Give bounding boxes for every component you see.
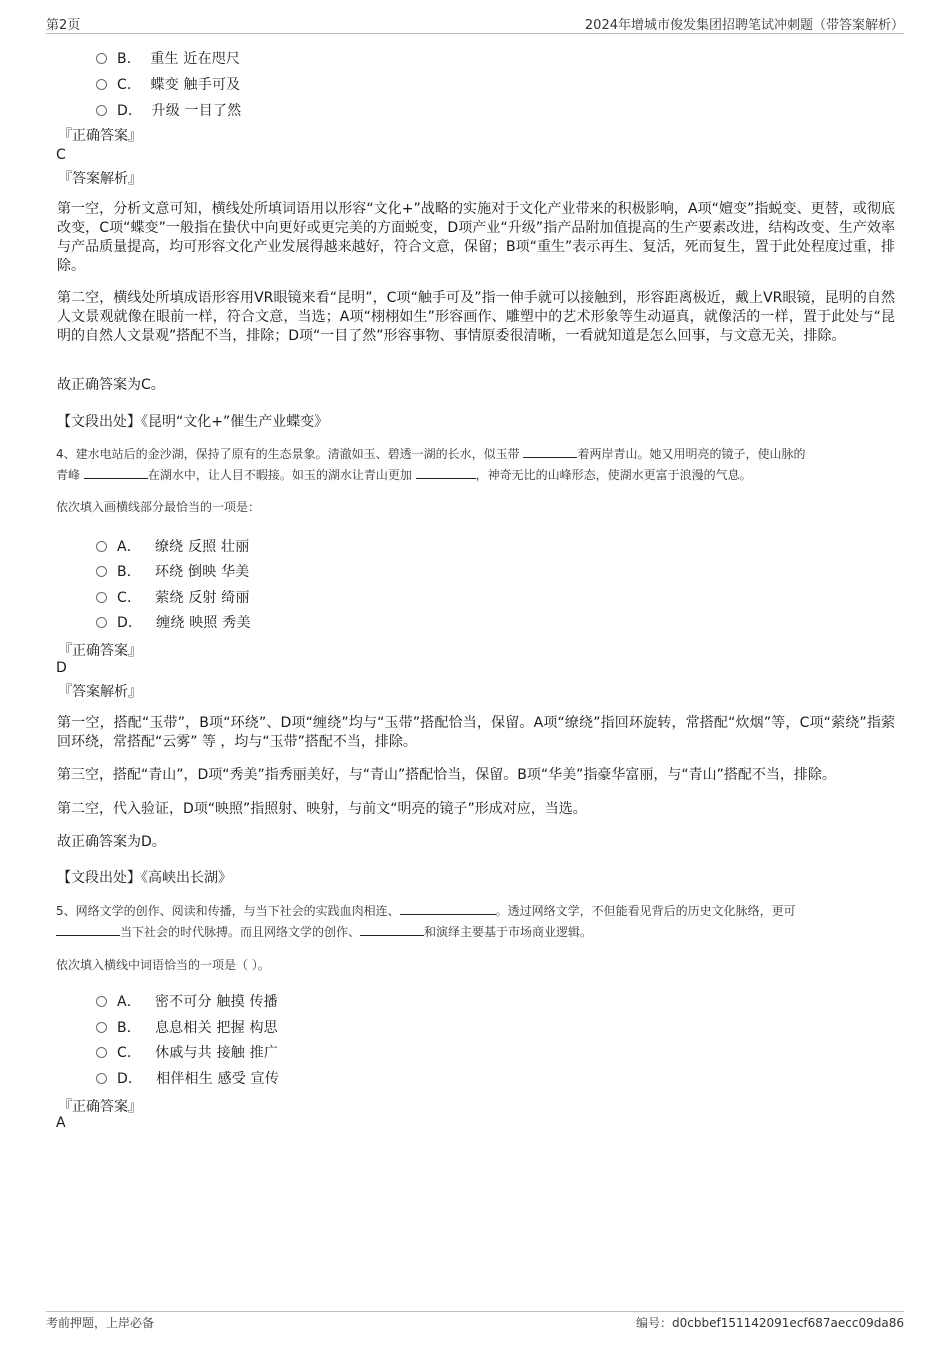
analysis-label: 『答案解析』	[58, 684, 142, 700]
correct-answer-label: 『正确答案』	[58, 1099, 142, 1115]
option-a[interactable]: A． 缭绕 反照 壮丽	[96, 536, 249, 556]
correct-answer: A	[56, 1115, 66, 1131]
analysis-paragraph: 第二空，横线处所填成语形容用VR眼镜来看“昆明”，C项“触手可及”指一伸手就可以接触到，形容距离极近，戴上VR眼镜，昆明的自然人文景观就像在眼前一样，符合文意，当选；A项“栩栩如生”形容画作、雕塑中的艺术形象等生动逼真，就像活的一样，置于此处与“昆明的自然人文景观”搭配不当，排除；D项“一目了然”形容事物、事情原委很清晰，一看就知道是怎么回事，与文意无关，排除。	[57, 290, 895, 344]
option-c[interactable]: C． 萦绕 反射 绮丽	[96, 587, 250, 607]
document-title: 2024年增城市俊发集团招聘笔试冲刺题（带答案解析）	[584, 18, 904, 33]
page-number: 第2页	[46, 18, 81, 33]
correct-answer: D	[56, 660, 67, 676]
radio-icon[interactable]	[96, 105, 107, 116]
radio-icon[interactable]	[96, 566, 107, 577]
option-a[interactable]: A． 密不可分 触摸 传播	[96, 991, 278, 1011]
correct-answer-label: 『正确答案』	[58, 643, 142, 659]
radio-icon[interactable]	[96, 541, 107, 552]
analysis-paragraph: 第二空，代入验证，D项“映照”指照射、映射，与前文“明亮的镜子”形成对应，当选。	[57, 801, 587, 817]
analysis-paragraph: 第一空，分析文意可知，横线处所填词语用以形容“文化+”战略的实施对于文化产业带来的积极影响，A项“嬗变”指蜕变、更替，或彻底改变，C项“蝶变”一般指在蛰伏中向更好或更完美的方面蜕变，D项产业“升级”指产品附加值提高的生产要素改进，结构改变、生产效率与产品质量提高，均可形容文化产业发展得越来越好，符合文意，保留；B项“重生”表示再生、复活，死而复生，置于此处程度过重，排除。	[57, 201, 895, 274]
answer-blank	[84, 465, 148, 479]
radio-icon[interactable]	[96, 79, 107, 90]
analysis-paragraph: 第三空，搭配“青山”，D项“秀美”指秀丽美好，与“青山”搭配恰当，保留。B项“华美”指豪华富丽，与“青山”搭配不当，排除。	[57, 767, 836, 783]
question-stem: 5、网络文学的创作、阅读和传播，与当下社会的实践血肉相连、 。透过网络文学，不但能看见背后的历史文化脉络，更可 当下社会的时代脉搏。而且网络文学的创作、 和演绎主要基于市场商业逻辑。	[56, 901, 898, 943]
correct-answer: C	[56, 147, 66, 163]
option-d[interactable]: D． 相伴相生 感受 宣传	[96, 1068, 279, 1088]
question-prompt: 依次填入横线中词语恰当的一项是（ ）。	[56, 958, 270, 972]
answer-blank	[56, 922, 120, 936]
answer-blank	[416, 465, 476, 479]
footer-divider	[46, 1311, 904, 1312]
answer-blank	[400, 901, 496, 915]
option-d[interactable]: D． 缠绕 映照 秀美	[96, 612, 251, 632]
option-c[interactable]: C． 蝶变 触手可及	[96, 74, 240, 94]
analysis-conclusion: 故正确答案为D。	[57, 834, 166, 850]
question-prompt: 依次填入画横线部分最恰当的一项是：	[56, 500, 261, 514]
option-b[interactable]: B． 重生 近在咫尺	[96, 48, 240, 68]
analysis-label: 『答案解析』	[58, 171, 142, 187]
passage-source: 【文段出处】《高峡出长湖》	[57, 870, 232, 886]
option-c[interactable]: C． 休戚与共 接触 推广	[96, 1042, 278, 1062]
header-divider	[46, 33, 904, 34]
radio-icon[interactable]	[96, 617, 107, 628]
radio-icon[interactable]	[96, 1047, 107, 1058]
radio-icon[interactable]	[96, 996, 107, 1007]
radio-icon[interactable]	[96, 1022, 107, 1033]
passage-source: 【文段出处】《昆明“文化+”催生产业蝶变》	[57, 414, 329, 430]
document-code: 编号：d0cbbef151142091ecf687aecc09da86	[636, 1316, 904, 1330]
answer-blank	[360, 922, 424, 936]
option-d[interactable]: D． 升级 一目了然	[96, 100, 241, 120]
footer-slogan: 考前押题，上岸必备	[46, 1316, 155, 1330]
option-b[interactable]: B． 环绕 倒映 华美	[96, 561, 249, 581]
radio-icon[interactable]	[96, 592, 107, 603]
analysis-conclusion: 故正确答案为C。	[57, 377, 165, 393]
correct-answer-label: 『正确答案』	[58, 128, 142, 144]
option-b[interactable]: B． 息息相关 把握 构思	[96, 1017, 278, 1037]
answer-blank	[523, 444, 577, 458]
analysis-paragraph: 第一空，搭配“玉带”，B项“环绕”、D项“缠绕”均与“玉带”搭配恰当，保留。A项“缭绕”指回环旋转，常搭配“炊烟”等，C项“萦绕”指萦回环绕，常搭配“云雾” 等 ，均与“玉带”搭配不当，排除。	[57, 715, 895, 750]
radio-icon[interactable]	[96, 1073, 107, 1084]
radio-icon[interactable]	[96, 53, 107, 64]
question-stem: 4、建水电站后的金沙湖，保持了原有的生态景象。清澈如玉、碧透一湖的长水，似玉带 着两岸青山。她又用明亮的镜子，使山脉的 青峰 在湖水中，让人目不暇接。如玉的湖水让青山更加 ，神奇无比的山峰形态，使湖水更富于浪漫的气息。	[56, 444, 898, 486]
